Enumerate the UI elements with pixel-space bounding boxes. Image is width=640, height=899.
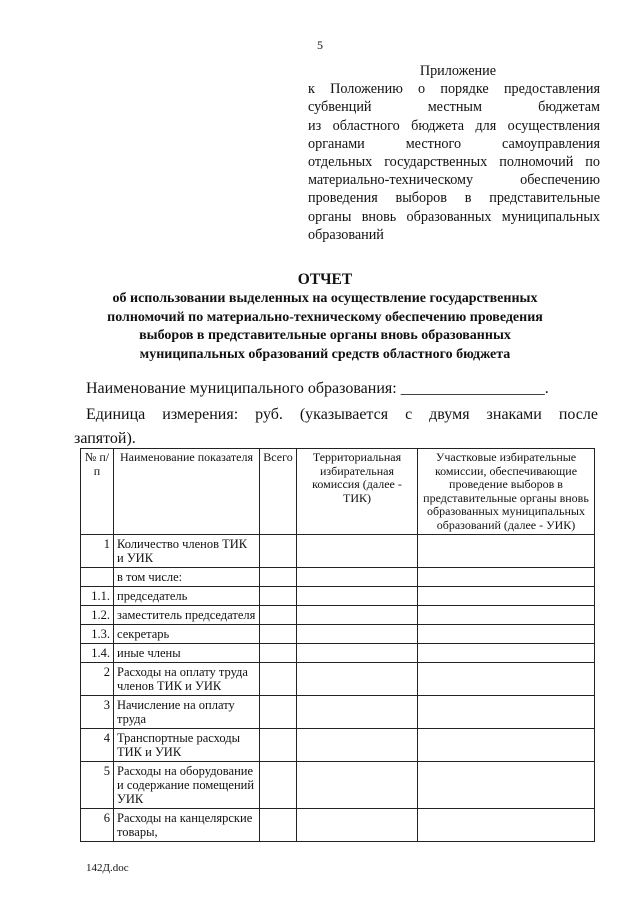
row-name: Начисление на оплату труда [114,696,260,729]
appendix-line: образований [308,226,384,243]
municipality-line: Наименование муниципального образования: __________________. [86,380,549,397]
cell-tik [297,625,418,644]
report-subtitle-line: об использовании выделенных на осуществление государственных [112,291,538,306]
table-header-row [81,449,595,535]
header-name: Наименование показателя [114,449,260,535]
row-name: в том числе: [114,568,260,587]
cell-uik [418,696,595,729]
cell-total [260,625,297,644]
appendix-line: субвенций местным бюджетам [308,99,600,116]
header-num: № п/п [81,449,114,535]
cell-tik [297,568,418,587]
cell-total [260,587,297,606]
appendix-line: материально-техническому обеспечению [308,172,600,189]
row-num: 6 [81,809,114,842]
row-name: Транспортные расходы ТИК и УИК [114,729,260,762]
row-num: 4 [81,729,114,762]
cell-uik [418,568,595,587]
cell-total [260,729,297,762]
row-num: 2 [81,663,114,696]
cell-tik [297,729,418,762]
table-row [81,663,595,696]
table-row [81,535,595,568]
cell-total [260,606,297,625]
table-row [81,568,595,587]
row-name: заместитель председателя [114,606,260,625]
row-num: 3 [81,696,114,729]
row-num: 1.2. [81,606,114,625]
appendix-line: проведения выборов в представительные [308,190,600,207]
row-num: 1 [81,535,114,568]
cell-total [260,762,297,809]
table-row [81,625,595,644]
cell-tik [297,663,418,696]
cell-total [260,568,297,587]
cell-total [260,809,297,842]
cell-tik [297,587,418,606]
row-name: Расходы на оплату труда членов ТИК и УИК [114,663,260,696]
appendix-block [308,62,600,244]
header-uik: Участковые избирательные комиссии, обеспечивающие проведение выборов в представительные органы вновь образованных муниципальных образований (далее - УИК) [418,449,595,535]
unit-line-continued: запятой). [74,430,136,447]
table-row [81,606,595,625]
table-row [81,587,595,606]
appendix-line: к Положению о порядке предоставления [308,81,600,98]
table-row [81,644,595,663]
cell-uik [418,606,595,625]
appendix-line: отдельных государственных полномочий по [308,154,600,171]
cell-tik [297,535,418,568]
header-total: Всего [260,449,297,535]
row-num [81,568,114,587]
row-name: иные члены [114,644,260,663]
intro-block [74,378,598,449]
row-name: председатель [114,587,260,606]
report-table [80,448,595,842]
report-heading [60,270,590,364]
report-title: ОТЧЕТ [297,271,353,288]
cell-uik [418,762,595,809]
table-row [81,809,595,842]
cell-tik [297,644,418,663]
file-name-footer: 142Д.doc [86,862,129,874]
cell-uik [418,625,595,644]
report-subtitle-line: выборов в представительные органы вновь образованных [139,328,511,344]
table-row [81,762,595,809]
cell-total [260,535,297,568]
cell-tik [297,606,418,625]
cell-uik [418,663,595,696]
header-tik: Территориальная избирательная комиссия (далее - ТИК) [297,449,418,535]
cell-uik [418,587,595,606]
cell-total [260,696,297,729]
row-name: Расходы на канцелярские товары, [114,809,260,842]
row-num: 1.3. [81,625,114,644]
appendix-line: органы вновь образованных муниципальных [308,208,600,225]
row-name: Количество членов ТИК и УИК [114,535,260,568]
cell-uik [418,809,595,842]
appendix-line: из областного бюджета для осуществления [308,117,600,134]
unit-line: Единица измерения: руб. (указывается с двумя знаками после [86,406,598,423]
cell-tik [297,696,418,729]
cell-uik [418,729,595,762]
page-number: 5 [317,38,323,52]
report-subtitle-line: муниципальных образований средств областного бюджета [139,346,511,362]
row-num: 1.4. [81,644,114,663]
cell-total [260,644,297,663]
appendix-title: Приложение [419,63,496,79]
report-subtitle-line: полномочий по материально-техническому обеспечению проведения [107,309,543,325]
table-row [81,729,595,762]
row-num: 1.1. [81,587,114,606]
table-row [81,696,595,729]
appendix-line: органами местного самоуправления [308,135,600,152]
cell-uik [418,535,595,568]
row-name: Расходы на оборудование и содержание помещений УИК [114,762,260,809]
cell-tik [297,762,418,809]
cell-uik [418,644,595,663]
cell-total [260,663,297,696]
row-num: 5 [81,762,114,809]
cell-tik [297,809,418,842]
row-name: секретарь [114,625,260,644]
